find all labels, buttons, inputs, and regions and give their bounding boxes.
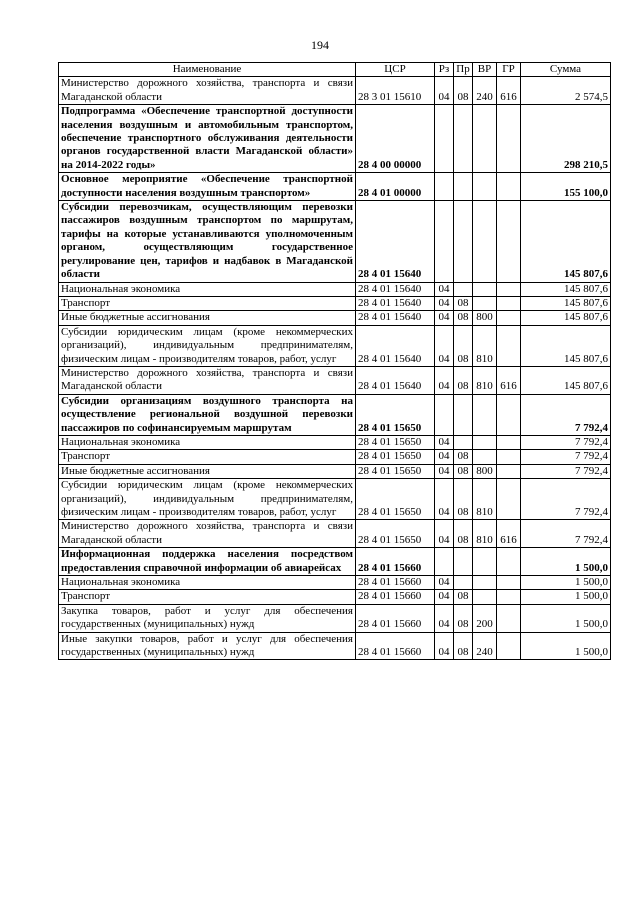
cell-gr	[497, 394, 521, 435]
table-row	[59, 282, 611, 296]
cell-gr: 616	[497, 366, 521, 394]
cell-vr	[473, 590, 497, 604]
cell-name: Иные закупки товаров, работ и услуг для обеспечения государственных (муниципальных) нужд	[59, 632, 356, 660]
cell-pr: 08	[454, 479, 473, 520]
cell-gr	[497, 173, 521, 201]
cell-name: Закупка товаров, работ и услуг для обеспечения государственных (муниципальных) нужд	[59, 604, 356, 632]
cell-name: Субсидии перевозчикам, осуществляющим перевозки пассажиров воздушным транспортом по маршрутам, тарифы на которые устанавливаются уполномоченным органом, осуществляющим государственное регулирование цен, тарифов и надбавок в Магаданской области	[59, 201, 356, 282]
cell-vr	[473, 576, 497, 590]
cell-pr	[454, 548, 473, 576]
cell-pr	[454, 201, 473, 282]
cell-vr: 810	[473, 366, 497, 394]
cell-sum: 1 500,0	[521, 604, 611, 632]
cell-vr	[473, 435, 497, 449]
header-name: Наименование	[59, 63, 356, 77]
cell-csr: 28 4 01 15660	[356, 548, 435, 576]
table-row	[59, 173, 611, 201]
cell-rz	[435, 201, 454, 282]
cell-vr	[473, 394, 497, 435]
cell-rz: 04	[435, 450, 454, 464]
cell-pr: 08	[454, 296, 473, 310]
cell-pr	[454, 394, 473, 435]
cell-name: Национальная экономика	[59, 576, 356, 590]
cell-pr	[454, 282, 473, 296]
cell-rz: 04	[435, 604, 454, 632]
cell-csr: 28 4 01 15640	[356, 311, 435, 325]
cell-name: Министерство дорожного хозяйства, транспорта и связи Магаданской области	[59, 77, 356, 105]
cell-rz: 04	[435, 464, 454, 478]
cell-name: Транспорт	[59, 296, 356, 310]
cell-name: Основное мероприятие «Обеспечение транспортной доступности населения воздушным транспортом»	[59, 173, 356, 201]
cell-vr: 810	[473, 479, 497, 520]
cell-name: Транспорт	[59, 590, 356, 604]
cell-gr	[497, 604, 521, 632]
table-row	[59, 479, 611, 520]
cell-rz	[435, 548, 454, 576]
cell-csr: 28 4 01 15650	[356, 520, 435, 548]
cell-vr	[473, 282, 497, 296]
cell-gr	[497, 548, 521, 576]
cell-pr	[454, 576, 473, 590]
table-row	[59, 548, 611, 576]
cell-csr: 28 4 01 15660	[356, 632, 435, 660]
cell-csr: 28 3 01 15610	[356, 77, 435, 105]
budget-table	[58, 62, 611, 660]
table-row	[59, 464, 611, 478]
cell-sum: 2 574,5	[521, 77, 611, 105]
cell-rz	[435, 394, 454, 435]
cell-csr: 28 4 01 15650	[356, 479, 435, 520]
cell-vr: 200	[473, 604, 497, 632]
table-header-row	[59, 63, 611, 77]
cell-rz: 04	[435, 296, 454, 310]
cell-sum: 145 807,6	[521, 366, 611, 394]
cell-sum: 145 807,6	[521, 282, 611, 296]
cell-sum: 1 500,0	[521, 632, 611, 660]
cell-gr	[497, 325, 521, 366]
cell-gr	[497, 435, 521, 449]
cell-gr	[497, 201, 521, 282]
cell-rz: 04	[435, 366, 454, 394]
cell-sum: 1 500,0	[521, 576, 611, 590]
cell-sum: 145 807,6	[521, 311, 611, 325]
cell-sum: 1 500,0	[521, 548, 611, 576]
cell-rz	[435, 105, 454, 173]
cell-rz: 04	[435, 325, 454, 366]
table-row	[59, 520, 611, 548]
cell-name: Иные бюджетные ассигнования	[59, 464, 356, 478]
table-row	[59, 366, 611, 394]
header-gr: ГР	[497, 63, 521, 77]
cell-gr	[497, 632, 521, 660]
table-row	[59, 450, 611, 464]
cell-vr: 240	[473, 77, 497, 105]
cell-vr: 800	[473, 464, 497, 478]
cell-gr	[497, 479, 521, 520]
page-number: 194	[311, 38, 329, 52]
cell-vr	[473, 173, 497, 201]
table-body	[59, 77, 611, 660]
cell-vr: 810	[473, 520, 497, 548]
cell-csr: 28 4 01 15660	[356, 604, 435, 632]
cell-pr: 08	[454, 632, 473, 660]
table-row	[59, 604, 611, 632]
cell-csr: 28 4 01 00000	[356, 173, 435, 201]
cell-csr: 28 4 01 15640	[356, 282, 435, 296]
cell-pr	[454, 105, 473, 173]
cell-sum: 298 210,5	[521, 105, 611, 173]
cell-pr: 08	[454, 590, 473, 604]
cell-vr	[473, 105, 497, 173]
header-rz: Рз	[435, 63, 454, 77]
cell-csr: 28 4 01 15640	[356, 366, 435, 394]
cell-pr	[454, 173, 473, 201]
cell-rz: 04	[435, 311, 454, 325]
cell-name: Национальная экономика	[59, 435, 356, 449]
cell-name: Министерство дорожного хозяйства, транспорта и связи Магаданской области	[59, 366, 356, 394]
cell-gr	[497, 105, 521, 173]
cell-pr: 08	[454, 325, 473, 366]
cell-csr: 28 4 01 15640	[356, 201, 435, 282]
table-row	[59, 311, 611, 325]
cell-vr: 810	[473, 325, 497, 366]
cell-csr: 28 4 01 15640	[356, 296, 435, 310]
cell-vr	[473, 548, 497, 576]
cell-name: Национальная экономика	[59, 282, 356, 296]
cell-pr: 08	[454, 311, 473, 325]
cell-vr: 800	[473, 311, 497, 325]
table-row	[59, 632, 611, 660]
cell-rz: 04	[435, 77, 454, 105]
cell-gr	[497, 282, 521, 296]
table-row	[59, 590, 611, 604]
cell-rz	[435, 173, 454, 201]
cell-csr: 28 4 00 00000	[356, 105, 435, 173]
cell-sum: 7 792,4	[521, 520, 611, 548]
cell-sum: 145 807,6	[521, 296, 611, 310]
cell-gr	[497, 296, 521, 310]
cell-sum: 7 792,4	[521, 464, 611, 478]
cell-csr: 28 4 01 15660	[356, 576, 435, 590]
header-pr: Пр	[454, 63, 473, 77]
cell-name: Субсидии юридическим лицам (кроме некоммерческих организаций), индивидуальным предпринимателям, физическим лицам - производителям товаров, работ, услуг	[59, 325, 356, 366]
header-csr: ЦСР	[356, 63, 435, 77]
header-vr: ВР	[473, 63, 497, 77]
cell-csr: 28 4 01 15640	[356, 325, 435, 366]
cell-pr	[454, 435, 473, 449]
cell-vr	[473, 296, 497, 310]
cell-sum: 145 807,6	[521, 201, 611, 282]
cell-sum: 7 792,4	[521, 450, 611, 464]
cell-gr	[497, 464, 521, 478]
cell-csr: 28 4 01 15650	[356, 450, 435, 464]
cell-name: Иные бюджетные ассигнования	[59, 311, 356, 325]
cell-csr: 28 4 01 15660	[356, 590, 435, 604]
cell-name: Подпрограмма «Обеспечение транспортной доступности населения воздушным и автомобильным транспортом, обеспечение транспортного обслуживания деятельности органов государственной власти Магаданской области» на 2014-2022 годы»	[59, 105, 356, 173]
cell-rz: 04	[435, 282, 454, 296]
cell-vr	[473, 201, 497, 282]
cell-sum: 7 792,4	[521, 394, 611, 435]
cell-rz: 04	[435, 590, 454, 604]
cell-pr: 08	[454, 450, 473, 464]
cell-pr: 08	[454, 520, 473, 548]
cell-vr: 240	[473, 632, 497, 660]
cell-gr	[497, 576, 521, 590]
cell-rz: 04	[435, 576, 454, 590]
cell-name: Транспорт	[59, 450, 356, 464]
cell-rz: 04	[435, 520, 454, 548]
cell-pr: 08	[454, 464, 473, 478]
cell-sum: 7 792,4	[521, 479, 611, 520]
cell-gr: 616	[497, 77, 521, 105]
cell-sum: 7 792,4	[521, 435, 611, 449]
cell-gr	[497, 311, 521, 325]
cell-csr: 28 4 01 15650	[356, 435, 435, 449]
cell-rz: 04	[435, 435, 454, 449]
table-row	[59, 435, 611, 449]
table-row	[59, 576, 611, 590]
cell-vr	[473, 450, 497, 464]
table-row	[59, 201, 611, 282]
cell-csr: 28 4 01 15650	[356, 394, 435, 435]
cell-gr	[497, 450, 521, 464]
cell-rz: 04	[435, 632, 454, 660]
table-row	[59, 325, 611, 366]
cell-sum: 1 500,0	[521, 590, 611, 604]
cell-sum: 155 100,0	[521, 173, 611, 201]
cell-name: Информационная поддержка населения посредством предоставления справочной информации об авиарейсах	[59, 548, 356, 576]
header-sum: Сумма	[521, 63, 611, 77]
cell-name: Субсидии юридическим лицам (кроме некоммерческих организаций), индивидуальным предпринимателям, физическим лицам - производителям товаров, работ, услуг	[59, 479, 356, 520]
cell-sum: 145 807,6	[521, 325, 611, 366]
cell-rz: 04	[435, 479, 454, 520]
table-row	[59, 394, 611, 435]
table-row	[59, 77, 611, 105]
cell-pr: 08	[454, 366, 473, 394]
cell-csr: 28 4 01 15650	[356, 464, 435, 478]
cell-name: Субсидии организациям воздушного транспорта на осуществление региональной воздушной перевозки пассажиров по софинансируемым маршрутам	[59, 394, 356, 435]
cell-pr: 08	[454, 604, 473, 632]
cell-name: Министерство дорожного хозяйства, транспорта и связи Магаданской области	[59, 520, 356, 548]
table-row	[59, 105, 611, 173]
cell-gr	[497, 590, 521, 604]
table-row	[59, 296, 611, 310]
cell-gr: 616	[497, 520, 521, 548]
cell-pr: 08	[454, 77, 473, 105]
